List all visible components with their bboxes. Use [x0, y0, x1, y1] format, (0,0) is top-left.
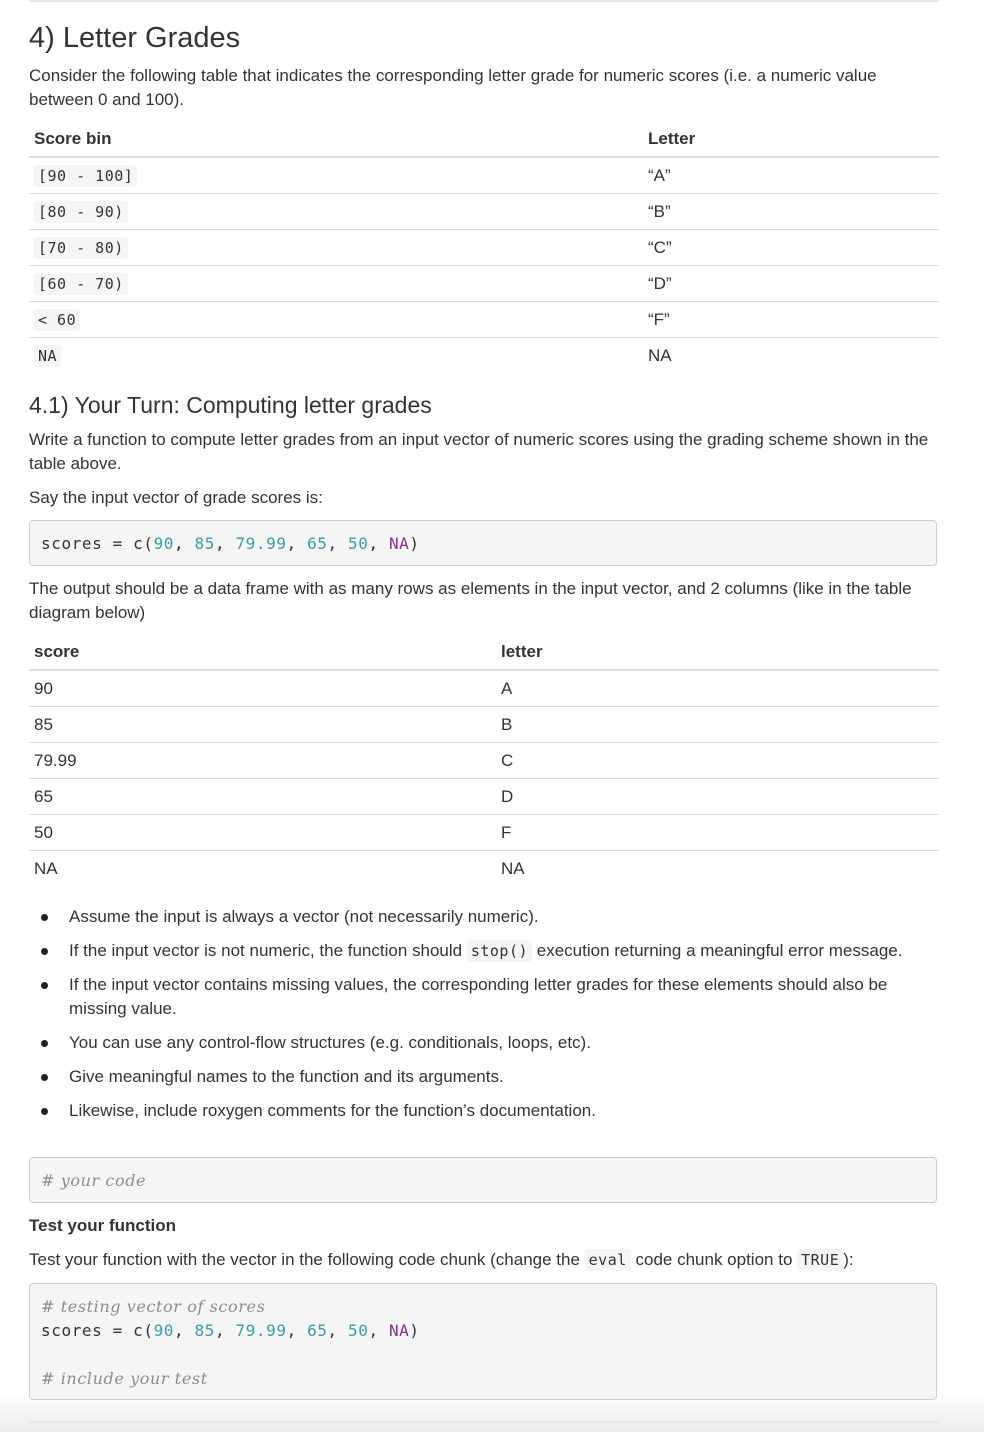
- list-item-text: Give meaningful names to the function and its arguments.: [69, 1067, 504, 1086]
- bottom-fade: [0, 1392, 984, 1432]
- code-text: scores = c(: [41, 534, 154, 553]
- table-row: [29, 815, 939, 851]
- output-table-header-letter: letter: [496, 635, 939, 670]
- section-title: 4) Letter Grades: [29, 22, 241, 54]
- code-number: 65: [307, 1321, 328, 1340]
- bullet-icon: [41, 1074, 48, 1081]
- code-text: ): [409, 534, 420, 553]
- score-cell: 50: [29, 815, 496, 851]
- score-bin: [60 - 70): [34, 273, 128, 295]
- list-item-text: You can use any control-flow structures (e.g. conditionals, loops, etc).: [69, 1033, 591, 1052]
- code-number: 85: [194, 534, 215, 553]
- code-number: 90: [153, 534, 175, 553]
- subsection-para1: Write a function to compute letter grades from an input vector of numeric scores using the grading scheme shown in the table above.: [29, 430, 929, 473]
- code-text: scores = c(: [41, 1321, 154, 1340]
- inline-code-stop: stop(): [467, 940, 532, 962]
- table-row: [29, 670, 939, 707]
- list-item: [29, 939, 939, 963]
- test-text: ):: [843, 1250, 854, 1269]
- letter-cell: “B”: [643, 194, 939, 230]
- test-instructions: [29, 1248, 941, 1272]
- letter-cell: C: [496, 743, 939, 779]
- table-row: [29, 779, 939, 815]
- code-chunk-test[interactable]: # testing vector of scores scores = c(90, 85, 79.99, 65, 50, NA) # include your test: [29, 1283, 937, 1400]
- code-na: NA: [388, 1321, 410, 1340]
- score-cell: NA: [29, 851, 496, 887]
- code-number: 90: [153, 1321, 175, 1340]
- score-bin: [90 - 100]: [34, 165, 137, 187]
- table-row: [29, 302, 939, 338]
- score-bin: NA: [34, 345, 61, 367]
- subsection-title: 4.1) Your Turn: Computing letter grades: [29, 392, 432, 418]
- score-bin: [80 - 90): [34, 201, 128, 223]
- list-item-text: execution returning a meaningful error message.: [532, 941, 903, 960]
- list-item-text: If the input vector is not numeric, the function should: [69, 941, 467, 960]
- grade-table: [29, 122, 939, 373]
- code-number: 79.99: [235, 1321, 287, 1340]
- section-intro: Consider the following table that indicates the corresponding letter grade for numeric scores (i.e. a numeric value between 0 and 100).: [29, 66, 877, 109]
- score-cell: 90: [34, 678, 53, 698]
- list-item: [29, 1031, 939, 1055]
- test-text: Test your function with the vector in the following code chunk (change the: [29, 1250, 585, 1269]
- table-row: [29, 707, 939, 743]
- letter-cell: “C”: [643, 230, 939, 266]
- table-row: [29, 230, 939, 266]
- table-row: [29, 338, 939, 374]
- code-number: 85: [194, 1321, 215, 1340]
- bullet-icon: [41, 914, 48, 921]
- letter-cell: A: [501, 678, 513, 698]
- subsection-para3: The output should be a data frame with as many rows as elements in the input vector, and 2 columns (like in the table diagram below): [29, 579, 912, 622]
- code-text: ): [409, 1321, 420, 1340]
- score-cell: 79.99: [29, 743, 496, 779]
- code-na: NA: [388, 534, 410, 553]
- grade-table-header-letter: Letter: [643, 122, 939, 157]
- code-number: 50: [348, 1321, 369, 1340]
- bullet-icon: [41, 1108, 48, 1115]
- code-chunk-your-code[interactable]: [29, 1157, 937, 1203]
- table-row: [29, 266, 939, 302]
- requirements-list: [29, 905, 939, 1123]
- list-item-text: If the input vector contains missing values, the corresponding letter grades for these elements should also be missing value.: [69, 975, 888, 1018]
- score-cell: 65: [29, 779, 496, 815]
- table-row: [29, 851, 939, 887]
- bullet-icon: [41, 948, 48, 955]
- test-title: Test your function: [29, 1216, 177, 1235]
- test-text: code chunk option to: [630, 1250, 798, 1269]
- letter-cell: D: [496, 779, 939, 815]
- code-number: 79.99: [235, 534, 287, 553]
- letter-cell: “D”: [643, 266, 939, 302]
- list-item: [29, 1099, 939, 1123]
- grade-table-header-bin: Score bin: [29, 122, 643, 157]
- table-row: [29, 157, 939, 194]
- output-table: [29, 635, 939, 886]
- letter-cell: B: [496, 707, 939, 743]
- code-comment: # testing vector of scores: [41, 1297, 266, 1316]
- code-comment: # include your test: [41, 1369, 208, 1388]
- score-cell: 85: [29, 707, 496, 743]
- subsection-para2: Say the input vector of grade scores is:: [29, 488, 323, 507]
- score-bin: < 60: [34, 309, 80, 331]
- top-rule: [29, 0, 939, 2]
- code-comment: # your code: [41, 1171, 147, 1190]
- code-number: 50: [348, 534, 369, 553]
- table-row: [29, 743, 939, 779]
- code-number: 65: [307, 534, 328, 553]
- letter-cell: “A”: [648, 165, 671, 185]
- list-item: [29, 905, 939, 929]
- list-item: [29, 1065, 939, 1089]
- score-bin: [70 - 80): [34, 237, 128, 259]
- inline-code-true: TRUE: [797, 1249, 843, 1271]
- code-chunk-scores[interactable]: scores = c(90, 85, 79.99, 65, 50, NA): [29, 520, 937, 566]
- letter-cell: NA: [643, 338, 939, 374]
- list-item-text: Likewise, include roxygen comments for the function’s documentation.: [69, 1101, 596, 1120]
- letter-cell: NA: [496, 851, 939, 887]
- list-item: [29, 973, 939, 1021]
- letter-cell: F: [496, 815, 939, 851]
- bullet-icon: [41, 982, 48, 989]
- letter-cell: “F”: [643, 302, 939, 338]
- table-row: [29, 194, 939, 230]
- bullet-icon: [41, 1040, 48, 1047]
- output-table-header-score: score: [29, 635, 496, 670]
- inline-code-eval: eval: [585, 1249, 631, 1271]
- list-item-text: Assume the input is always a vector (not necessarily numeric).: [69, 907, 539, 926]
